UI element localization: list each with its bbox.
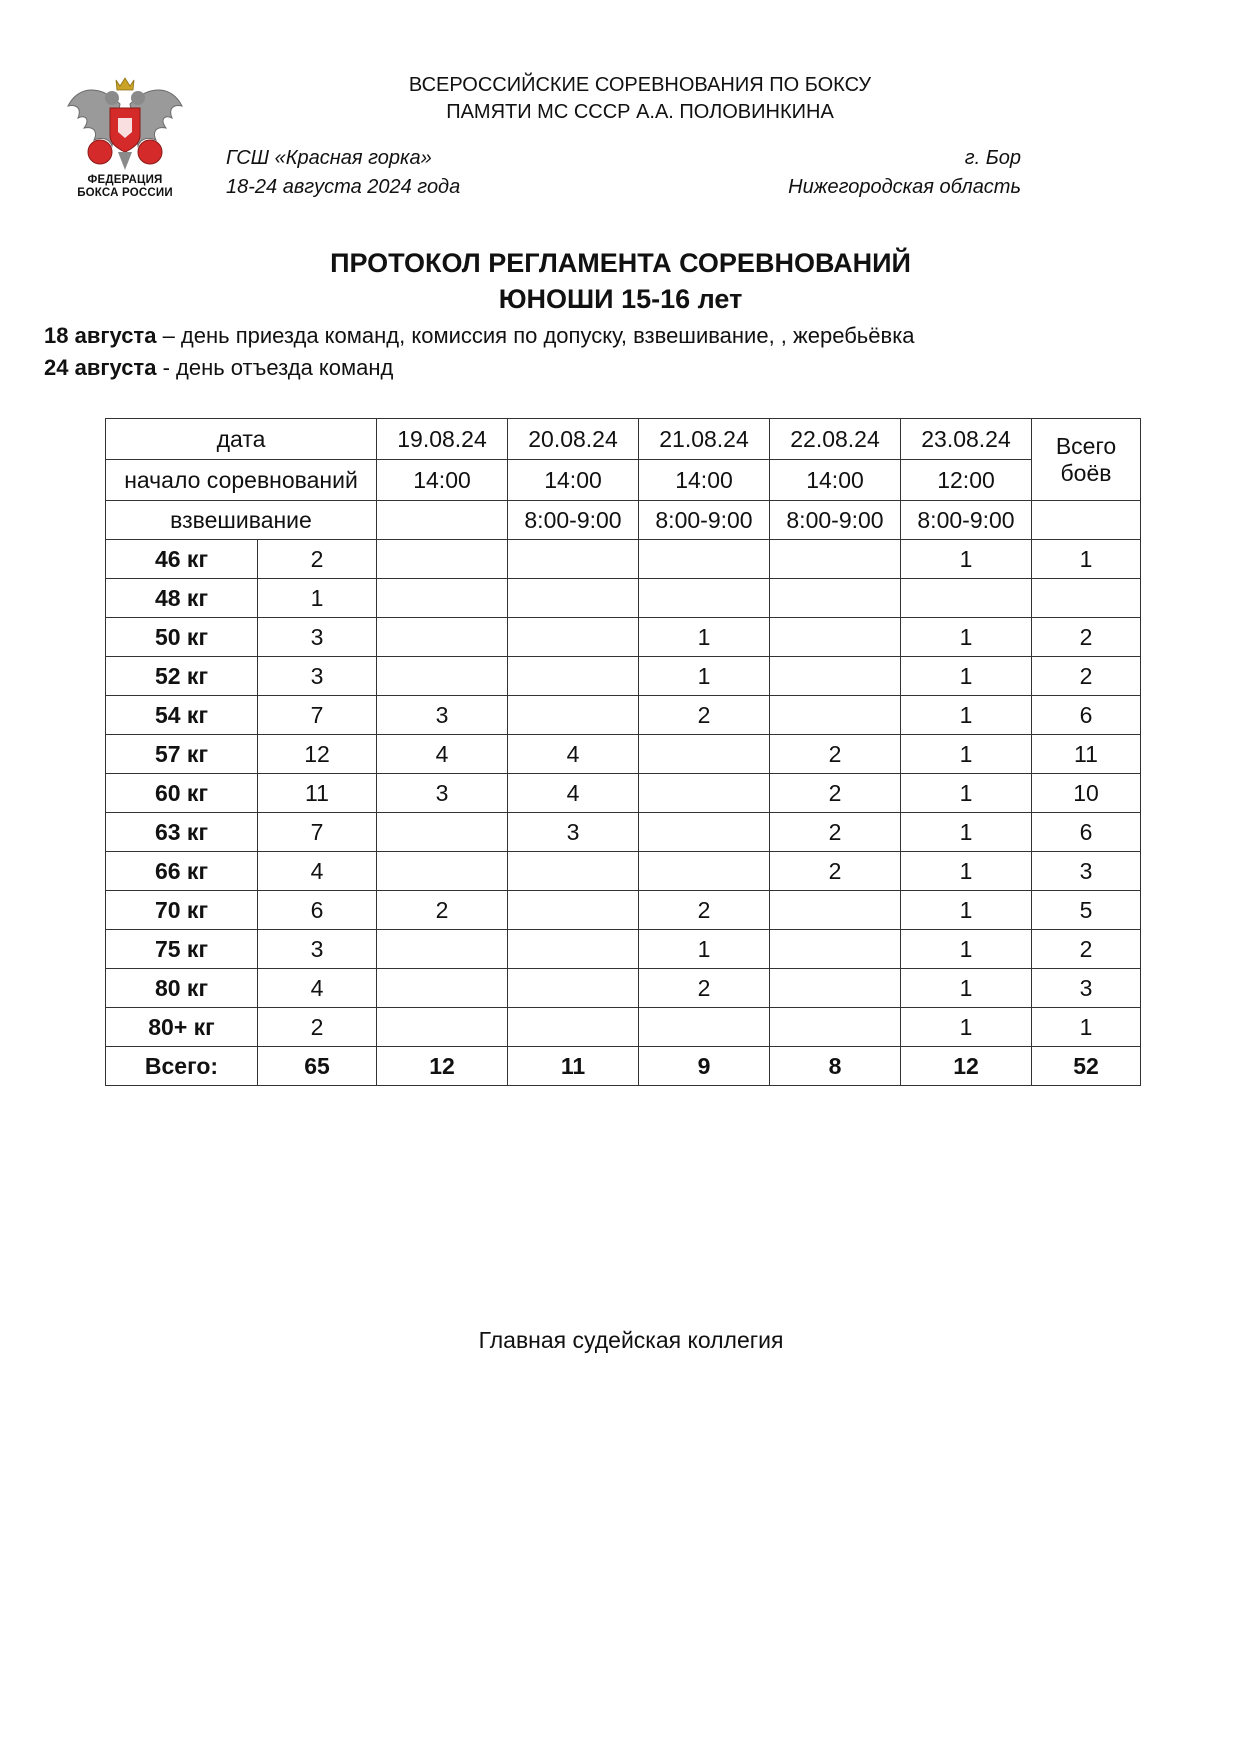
weight-row: [106, 618, 1141, 657]
day-fights-cell: [377, 657, 508, 696]
row-total-fights: 6: [1032, 696, 1141, 735]
header-row-weigh: [106, 501, 1141, 540]
day-fights-cell: 1: [901, 618, 1032, 657]
day-fights-cell: [639, 774, 770, 813]
day-fights-cell: 1: [901, 930, 1032, 969]
day-fights-cell: 4: [508, 735, 639, 774]
day-fights-cell: [508, 540, 639, 579]
day-fights-cell: 1: [901, 1008, 1032, 1047]
day-fights-cell: 3: [377, 774, 508, 813]
document-title: [0, 245, 1241, 317]
weight-row: [106, 1008, 1141, 1047]
event-title-line-2: ПАМЯТИ МС СССР А.А. ПОЛОВИНКИНА: [446, 101, 834, 123]
totals-day-cell: 12: [901, 1047, 1032, 1086]
row-total-fights: 6: [1032, 813, 1141, 852]
day-fights-cell: 1: [901, 735, 1032, 774]
row-total-fights: 1: [1032, 540, 1141, 579]
participant-count: 2: [258, 1008, 377, 1047]
judges-signature: Главная судейская коллегия: [478, 1327, 784, 1353]
participant-count: 12: [258, 735, 377, 774]
day-fights-cell: [508, 891, 639, 930]
weight-row: [106, 852, 1141, 891]
weigh-time-cell: 8:00-9:00: [770, 501, 901, 540]
row-total-fights: 5: [1032, 891, 1141, 930]
day-fights-cell: [508, 579, 639, 618]
header-row-dates: [106, 419, 1141, 460]
day-fights-cell: 2: [639, 891, 770, 930]
weight-class: 75 кг: [106, 930, 258, 969]
row-total-fights: 10: [1032, 774, 1141, 813]
weight-row: [106, 696, 1141, 735]
day-fights-cell: [377, 930, 508, 969]
weight-row: [106, 579, 1141, 618]
day-fights-cell: 1: [901, 774, 1032, 813]
date-cell: 19.08.24: [377, 419, 508, 460]
day-fights-cell: [377, 813, 508, 852]
region-name: Нижегородская область: [788, 176, 1021, 198]
participant-count: 7: [258, 813, 377, 852]
participant-count: 11: [258, 774, 377, 813]
weight-class: 57 кг: [106, 735, 258, 774]
title-line-1: ПРОТОКОЛ РЕГЛАМЕНТА СОРЕВНОВАНИЙ: [330, 248, 911, 278]
day-fights-cell: 3: [377, 696, 508, 735]
weigh-time-cell: 8:00-9:00: [639, 501, 770, 540]
day-fights-cell: 2: [377, 891, 508, 930]
day-fights-cell: [639, 540, 770, 579]
row-total-fights: 3: [1032, 969, 1141, 1008]
start-time-cell: 14:00: [639, 460, 770, 501]
row-total-fights: [1032, 579, 1141, 618]
participant-count: 7: [258, 696, 377, 735]
day-fights-cell: 2: [770, 852, 901, 891]
day-fights-cell: [377, 1008, 508, 1047]
weight-row: [106, 657, 1141, 696]
day-fights-cell: [639, 735, 770, 774]
totals-all-fights: 52: [1032, 1047, 1141, 1086]
weight-class: 66 кг: [106, 852, 258, 891]
day-fights-cell: [770, 696, 901, 735]
day-fights-cell: [770, 579, 901, 618]
note-arrival-text: – день приезда команд, комиссия по допуску, взвешивание, , жеребьёвка: [156, 323, 915, 348]
row-total-fights: 1: [1032, 1008, 1141, 1047]
note-departure: [44, 352, 915, 384]
weight-class: 80+ кг: [106, 1008, 258, 1047]
event-dates: 18-24 августа 2024 года: [226, 176, 461, 198]
weight-class: 80 кг: [106, 969, 258, 1008]
row-total-fights: 11: [1032, 735, 1141, 774]
schedule-table: [105, 418, 1141, 1086]
federation-logo: [60, 74, 190, 210]
day-fights-cell: [508, 1008, 639, 1047]
day-fights-cell: [639, 852, 770, 891]
header-row-start: [106, 460, 1141, 501]
weigh-time-cell: 8:00-9:00: [508, 501, 639, 540]
venue-name: ГСШ «Красная горка»: [226, 147, 432, 169]
participant-count: 6: [258, 891, 377, 930]
event-title-line-1: ВСЕРОССИЙСКИЕ СОРЕВНОВАНИЯ ПО БОКСУ: [408, 74, 872, 96]
day-fights-cell: [770, 540, 901, 579]
totals-label: Всего:: [106, 1047, 258, 1086]
weight-row: [106, 735, 1141, 774]
participant-count: 4: [258, 852, 377, 891]
day-fights-cell: [377, 852, 508, 891]
city-name: г. Бор: [964, 147, 1021, 169]
weight-class: 50 кг: [106, 618, 258, 657]
participant-count: 2: [258, 540, 377, 579]
start-time-cell: 12:00: [901, 460, 1032, 501]
day-fights-cell: [377, 618, 508, 657]
participant-count: 4: [258, 969, 377, 1008]
weight-class: 60 кг: [106, 774, 258, 813]
schedule-notes: [44, 320, 915, 384]
day-fights-cell: [377, 579, 508, 618]
totals-participants: 65: [258, 1047, 377, 1086]
day-fights-cell: [770, 1008, 901, 1047]
participant-count: 3: [258, 657, 377, 696]
day-fights-cell: [377, 540, 508, 579]
day-fights-cell: 2: [770, 774, 901, 813]
total-header-line-1: Всего: [1055, 432, 1117, 459]
day-fights-cell: 2: [770, 735, 901, 774]
note-arrival-date: 18 августа: [44, 323, 157, 348]
double-headed-eagle-icon: [60, 74, 190, 174]
weight-class: 52 кг: [106, 657, 258, 696]
note-departure-text: - день отъезда команд: [156, 355, 394, 380]
weigh-time-cell: 8:00-9:00: [901, 501, 1032, 540]
start-time-cell: 14:00: [508, 460, 639, 501]
weight-row: [106, 930, 1141, 969]
row-total-fights: 2: [1032, 657, 1141, 696]
participant-count: 1: [258, 579, 377, 618]
weight-class: 48 кг: [106, 579, 258, 618]
day-fights-cell: 2: [639, 969, 770, 1008]
day-fights-cell: [508, 930, 639, 969]
weight-class: 63 кг: [106, 813, 258, 852]
weight-class: 70 кг: [106, 891, 258, 930]
day-fights-cell: 1: [901, 657, 1032, 696]
weight-row: [106, 813, 1141, 852]
day-fights-cell: 1: [639, 618, 770, 657]
date-cell: 21.08.24: [639, 419, 770, 460]
label-weigh: взвешивание: [106, 501, 377, 540]
date-cell: 20.08.24: [508, 419, 639, 460]
weight-class: 46 кг: [106, 540, 258, 579]
totals-day-cell: 8: [770, 1047, 901, 1086]
day-fights-cell: [639, 813, 770, 852]
total-fights-header: [1032, 419, 1141, 501]
logo-line-1: ФЕДЕРАЦИЯ: [87, 174, 163, 186]
day-fights-cell: [770, 969, 901, 1008]
participant-count: 3: [258, 930, 377, 969]
date-cell: 23.08.24: [901, 419, 1032, 460]
start-time-cell: 14:00: [377, 460, 508, 501]
total-header-line-2: боёв: [1060, 459, 1112, 486]
day-fights-cell: [639, 579, 770, 618]
logo-line-2: БОКСА РОССИИ: [77, 187, 173, 199]
day-fights-cell: 1: [639, 657, 770, 696]
row-total-fights: 2: [1032, 930, 1141, 969]
weight-class: 54 кг: [106, 696, 258, 735]
day-fights-cell: 3: [508, 813, 639, 852]
day-fights-cell: [770, 891, 901, 930]
day-fights-cell: 1: [901, 813, 1032, 852]
weight-row: [106, 969, 1141, 1008]
empty-cell: [1032, 501, 1141, 540]
day-fights-cell: 4: [377, 735, 508, 774]
label-start: начало соревнований: [106, 460, 377, 501]
weight-row: [106, 891, 1141, 930]
day-fights-cell: 1: [901, 696, 1032, 735]
note-departure-date: 24 августа: [44, 355, 157, 380]
day-fights-cell: [508, 852, 639, 891]
label-date: дата: [106, 419, 377, 460]
day-fights-cell: [770, 657, 901, 696]
participant-count: 3: [258, 618, 377, 657]
day-fights-cell: 1: [901, 540, 1032, 579]
date-cell: 22.08.24: [770, 419, 901, 460]
event-header: [300, 72, 980, 126]
row-total-fights: 3: [1032, 852, 1141, 891]
day-fights-cell: [508, 969, 639, 1008]
day-fights-cell: [770, 618, 901, 657]
day-fights-cell: [508, 657, 639, 696]
day-fights-cell: 1: [901, 969, 1032, 1008]
day-fights-cell: [770, 930, 901, 969]
weight-row: [106, 540, 1141, 579]
totals-day-cell: 11: [508, 1047, 639, 1086]
totals-day-cell: 12: [377, 1047, 508, 1086]
day-fights-cell: [639, 1008, 770, 1047]
day-fights-cell: 2: [639, 696, 770, 735]
title-line-2: ЮНОШИ 15-16 лет: [498, 284, 743, 314]
day-fights-cell: 2: [770, 813, 901, 852]
totals-day-cell: 9: [639, 1047, 770, 1086]
day-fights-cell: 1: [901, 852, 1032, 891]
day-fights-cell: 1: [901, 891, 1032, 930]
day-fights-cell: [508, 618, 639, 657]
location-block: [788, 144, 1021, 202]
day-fights-cell: [377, 969, 508, 1008]
day-fights-cell: 1: [639, 930, 770, 969]
logo-caption: [60, 174, 190, 200]
day-fights-cell: 4: [508, 774, 639, 813]
weight-row: [106, 774, 1141, 813]
totals-row: [106, 1047, 1141, 1086]
note-arrival: [44, 320, 915, 352]
weigh-time-cell: [377, 501, 508, 540]
row-total-fights: 2: [1032, 618, 1141, 657]
start-time-cell: 14:00: [770, 460, 901, 501]
day-fights-cell: [508, 696, 639, 735]
venue-block: [226, 144, 460, 202]
day-fights-cell: [901, 579, 1032, 618]
